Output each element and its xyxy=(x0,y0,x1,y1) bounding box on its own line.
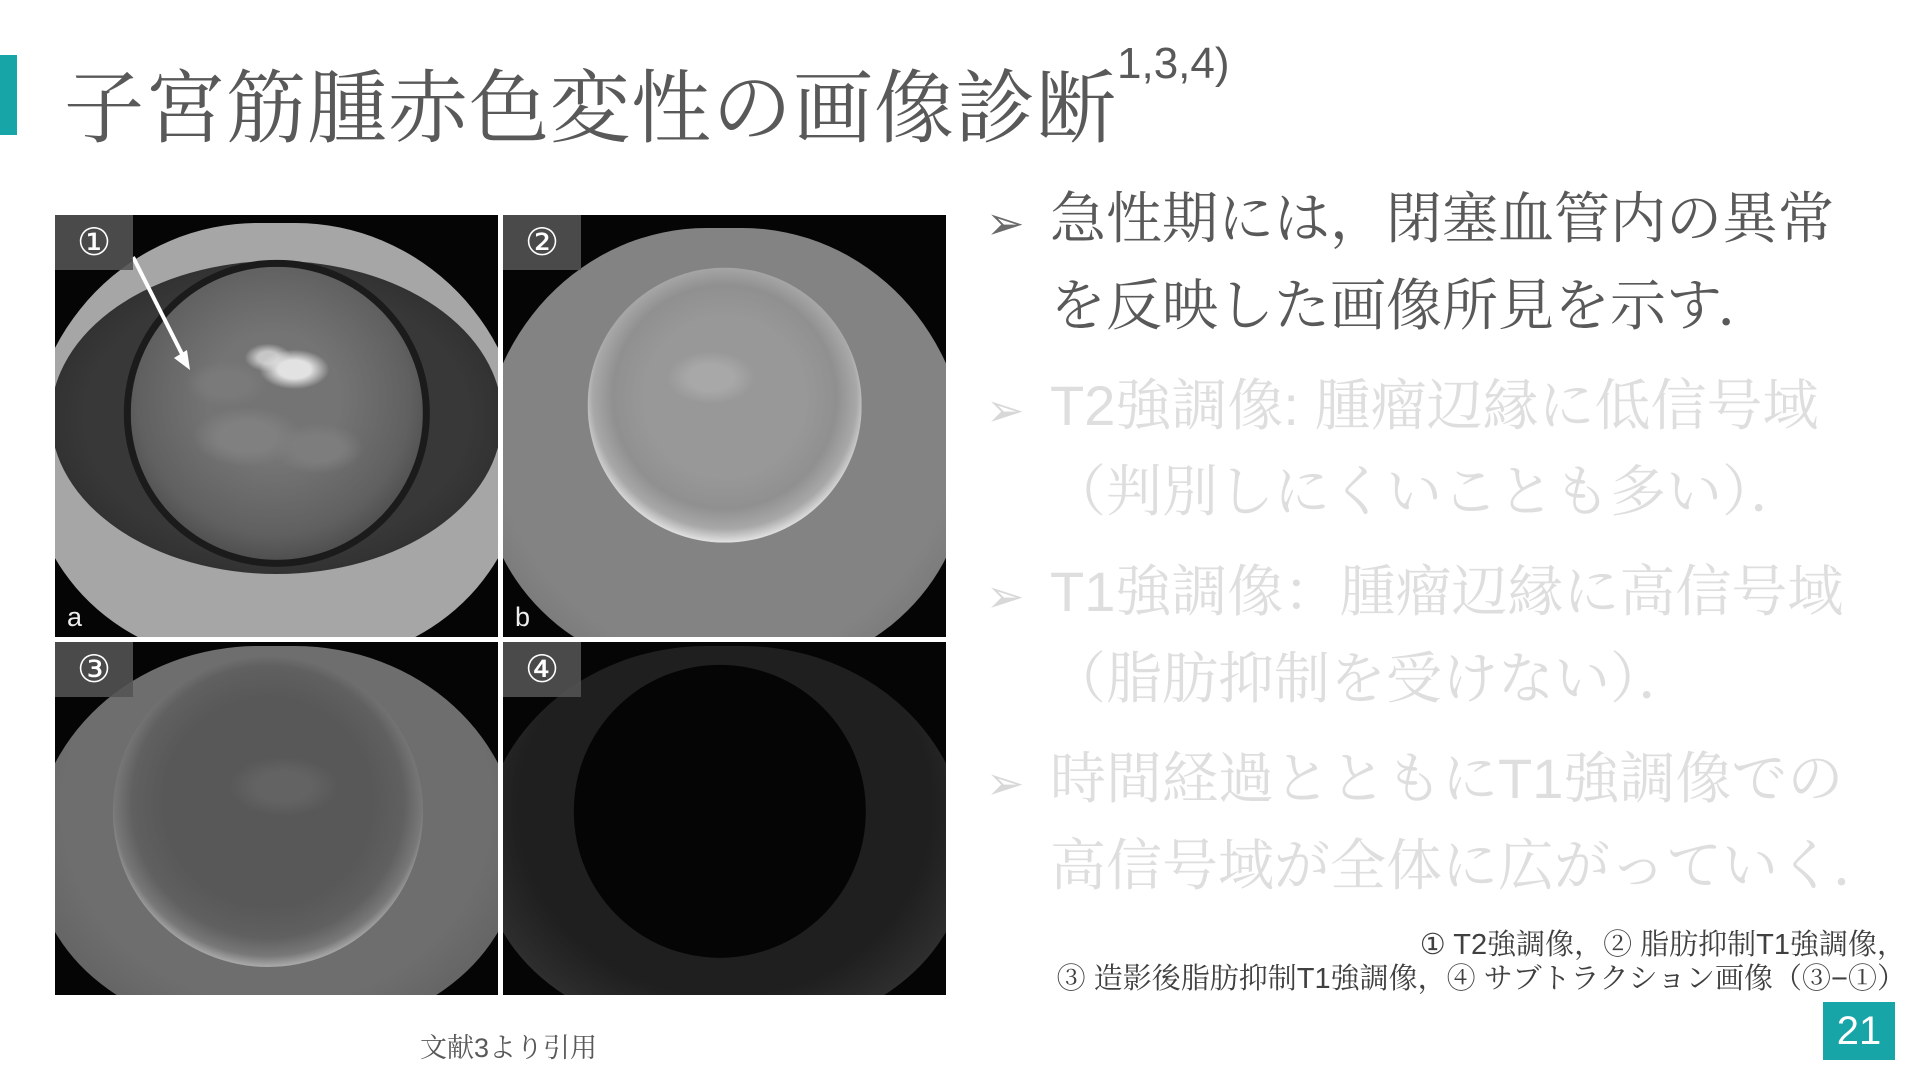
panel-number-badge: ① xyxy=(55,215,133,270)
figure-caption xyxy=(1057,928,1906,996)
mri-figure xyxy=(55,215,946,995)
mri-panel-4-subtraction xyxy=(503,642,946,995)
page-title xyxy=(64,39,1230,159)
fibroid-mass xyxy=(587,268,862,543)
title-accent-bar xyxy=(0,55,17,135)
panel-number-badge: ② xyxy=(503,215,581,270)
bullet-acute-phase xyxy=(986,176,1920,350)
bullet-t2-weighted xyxy=(986,363,1920,537)
fibroid-mass xyxy=(574,665,866,957)
arrowhead-bullet-icon: ➢ xyxy=(986,756,1025,809)
bullet-text: T1強調像：腫瘤辺縁に高信号域 （脂肪抑制を受けない）． xyxy=(1050,560,1844,710)
panel-corner-letter: b xyxy=(515,602,531,632)
bullet-text: 時間経過とともにT1強調像での 高信号域が全体に広がっていく． xyxy=(1050,746,1889,897)
bullet-text: 急性期には，閉塞血管内の異常 を反映した画像所見を示す． xyxy=(1050,187,1834,337)
figure-caption-line-2: ③ 造影後脂肪抑制T1強調像，④ サブトラクション画像（③−①） xyxy=(1056,963,1906,996)
bullet-time-course xyxy=(986,736,1920,910)
arrowhead-bullet-icon: ➢ xyxy=(986,570,1025,623)
panel-number-badge: ④ xyxy=(503,642,581,697)
mri-panel-2-fatsat-t1 xyxy=(503,215,946,637)
page-title-text: 子宮筋腫赤色変性の画像診断 xyxy=(64,64,1117,153)
figure-caption-line-1: ① T2強調像，② 脂肪抑制T1強調像， xyxy=(1419,929,1906,961)
panel-corner-letter: a xyxy=(67,602,83,632)
fibroid-mass xyxy=(113,656,423,966)
title-reference-superscript: 1,3,4) xyxy=(1117,39,1230,89)
arrowhead-bullet-icon: ➢ xyxy=(986,383,1025,436)
page-number-badge xyxy=(1823,1002,1895,1060)
citation-text: 文献3より引用 xyxy=(420,1033,598,1063)
bullet-text: T2強調像: 腫瘤辺縁に低信号域 （判別しにくいことも多い）． xyxy=(1050,373,1819,524)
page-number: 21 xyxy=(1836,1008,1882,1053)
panel-number-badge: ③ xyxy=(55,642,133,697)
bullet-list xyxy=(986,176,1920,922)
arrowhead-bullet-icon: ➢ xyxy=(986,197,1025,249)
mri-panel-3-ce-fatsat-t1 xyxy=(55,642,498,995)
bullet-t1-weighted xyxy=(986,549,1920,723)
mri-panel-1-t2 xyxy=(55,215,498,637)
